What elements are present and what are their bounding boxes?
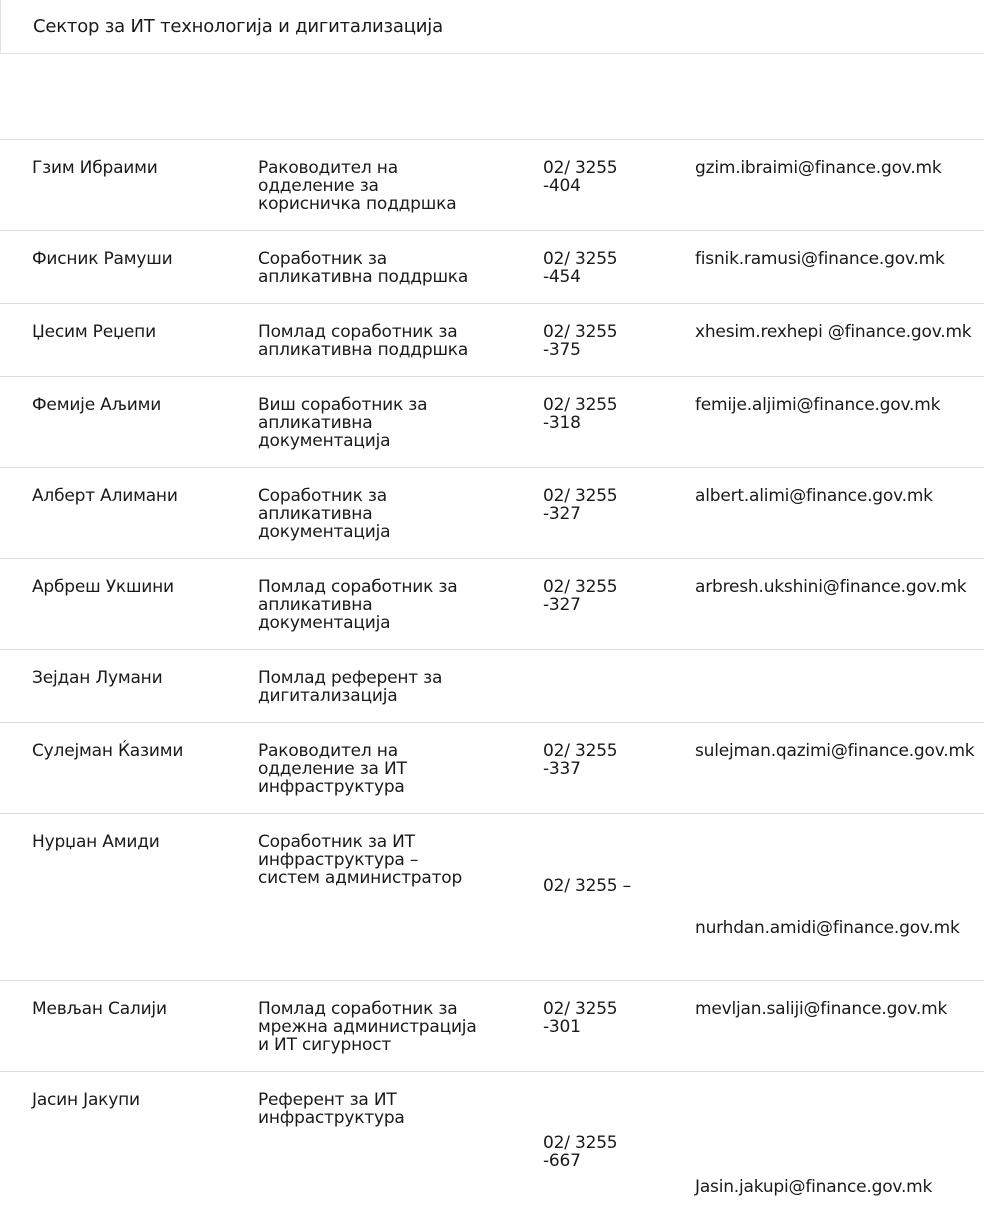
section-header bbox=[0, 0, 984, 54]
position-line: Раководител на bbox=[258, 158, 398, 178]
employee-name: Алберт Алимани bbox=[32, 486, 178, 506]
position-line: Помлад референт за bbox=[258, 668, 443, 688]
employee-position bbox=[258, 250, 488, 286]
phone-line: -667 bbox=[543, 1151, 581, 1171]
table-row bbox=[0, 814, 984, 981]
table-row bbox=[0, 559, 984, 650]
phone-line: 02/ 3255 bbox=[543, 999, 618, 1019]
employee-phone bbox=[543, 1000, 633, 1036]
phone-line: -301 bbox=[543, 1017, 581, 1037]
employee-name: Нурџан Амиди bbox=[32, 832, 160, 852]
phone-line: -327 bbox=[543, 504, 581, 524]
phone-line: 02/ 3255 bbox=[543, 158, 618, 178]
employee-position bbox=[258, 833, 488, 887]
phone-line: -327 bbox=[543, 595, 581, 615]
employee-position bbox=[258, 159, 488, 213]
employee-position bbox=[258, 669, 488, 705]
employee-phone bbox=[543, 487, 633, 523]
position-line: Соработник за ИТ bbox=[258, 832, 415, 852]
employee-email[interactable]: albert.alimi@finance.gov.mk bbox=[695, 486, 933, 506]
phone-line: -404 bbox=[543, 176, 581, 196]
employee-phone bbox=[543, 159, 633, 195]
table-row bbox=[0, 304, 984, 377]
employee-name: Сулејман Ќазими bbox=[32, 741, 184, 761]
position-line: Соработник за bbox=[258, 486, 387, 506]
employee-phone bbox=[543, 877, 633, 895]
position-line: апликативна bbox=[258, 504, 373, 524]
phone-line: -337 bbox=[543, 759, 581, 779]
position-line: Помлад соработник за bbox=[258, 322, 458, 342]
section-title: Сектор за ИТ технологија и дигитализација bbox=[33, 16, 443, 37]
employee-name: Зејдан Лумани bbox=[32, 668, 163, 688]
phone-line: 02/ 3255 bbox=[543, 395, 618, 415]
position-line: инфраструктура bbox=[258, 1108, 405, 1128]
employee-position bbox=[258, 742, 488, 796]
employee-phone bbox=[543, 250, 633, 286]
table-row bbox=[0, 468, 984, 559]
phone-line: -375 bbox=[543, 340, 581, 360]
employee-name: Мевљан Салији bbox=[32, 999, 167, 1019]
employee-phone bbox=[543, 578, 633, 614]
phone-line: -318 bbox=[543, 413, 581, 433]
employee-email[interactable]: Jasin.jakupi@finance.gov.mk bbox=[695, 1177, 933, 1197]
table-row bbox=[0, 377, 984, 468]
staff-table bbox=[0, 139, 984, 1212]
phone-line: 02/ 3255 bbox=[543, 322, 618, 342]
employee-position bbox=[258, 323, 488, 359]
employee-name: Гзим Ибраими bbox=[32, 158, 158, 178]
employee-email[interactable]: arbresh.ukshini@finance.gov.mk bbox=[695, 577, 967, 597]
employee-position bbox=[258, 1091, 488, 1127]
employee-email[interactable]: fisnik.ramusi@finance.gov.mk bbox=[695, 249, 945, 269]
table-row bbox=[0, 981, 984, 1072]
position-line: документација bbox=[258, 522, 391, 542]
phone-line: 02/ 3255 bbox=[543, 249, 618, 269]
employee-phone bbox=[543, 1134, 633, 1170]
position-line: мрежна администрација bbox=[258, 1017, 477, 1037]
employee-email[interactable]: nurhdan.amidi@finance.gov.mk bbox=[695, 918, 960, 938]
employee-email[interactable]: femije.aljimi@finance.gov.mk bbox=[695, 395, 941, 415]
employee-email[interactable]: xhesim.rexhepi @finance.gov.mk bbox=[695, 322, 972, 342]
employee-phone bbox=[543, 742, 633, 778]
position-line: Виш соработник за bbox=[258, 395, 428, 415]
position-line: апликативна bbox=[258, 413, 373, 433]
position-line: апликативна bbox=[258, 595, 373, 615]
employee-name: Јасин Јакупи bbox=[32, 1090, 140, 1110]
phone-line: 02/ 3255 bbox=[543, 577, 618, 597]
position-line: Помлад соработник за bbox=[258, 577, 458, 597]
position-line: и ИТ сигурност bbox=[258, 1035, 392, 1055]
employee-name: Арбреш Укшини bbox=[32, 577, 174, 597]
employee-position bbox=[258, 487, 488, 541]
position-line: документација bbox=[258, 613, 391, 633]
phone-line: -454 bbox=[543, 267, 581, 287]
position-line: одделение за bbox=[258, 176, 379, 196]
employee-name: Фемије Аљими bbox=[32, 395, 162, 415]
table-row bbox=[0, 650, 984, 723]
table-row bbox=[0, 140, 984, 231]
employee-name: Џесим Реџепи bbox=[32, 322, 156, 342]
table-row bbox=[0, 1072, 984, 1212]
position-line: корисничка поддршка bbox=[258, 194, 457, 214]
employee-name: Фисник Рамуши bbox=[32, 249, 173, 269]
employee-position bbox=[258, 1000, 488, 1054]
employee-position bbox=[258, 396, 488, 450]
position-line: Раководител на bbox=[258, 741, 398, 761]
employee-phone bbox=[543, 396, 633, 432]
position-line: апликативна поддршка bbox=[258, 340, 469, 360]
phone-line: 02/ 3255 – bbox=[543, 876, 631, 896]
employee-phone bbox=[543, 323, 633, 359]
position-line: дигитализација bbox=[258, 686, 398, 706]
position-line: Соработник за bbox=[258, 249, 387, 269]
position-line: Референт за ИТ bbox=[258, 1090, 397, 1110]
employee-email[interactable]: gzim.ibraimi@finance.gov.mk bbox=[695, 158, 942, 178]
phone-line: 02/ 3255 bbox=[543, 486, 618, 506]
position-line: апликативна поддршка bbox=[258, 267, 469, 287]
phone-line: 02/ 3255 bbox=[543, 741, 618, 761]
position-line: инфраструктура – bbox=[258, 850, 419, 870]
position-line: одделение за ИТ bbox=[258, 759, 407, 779]
employee-position bbox=[258, 578, 488, 632]
position-line: инфраструктура bbox=[258, 777, 405, 797]
position-line: Помлад соработник за bbox=[258, 999, 458, 1019]
position-line: документација bbox=[258, 431, 391, 451]
table-row bbox=[0, 231, 984, 304]
phone-line: 02/ 3255 bbox=[543, 1133, 618, 1153]
employee-email[interactable]: sulejman.qazimi@finance.gov.mk bbox=[695, 741, 975, 761]
table-row bbox=[0, 723, 984, 814]
position-line: систем администратор bbox=[258, 868, 463, 888]
employee-email[interactable]: mevljan.saliji@finance.gov.mk bbox=[695, 999, 948, 1019]
